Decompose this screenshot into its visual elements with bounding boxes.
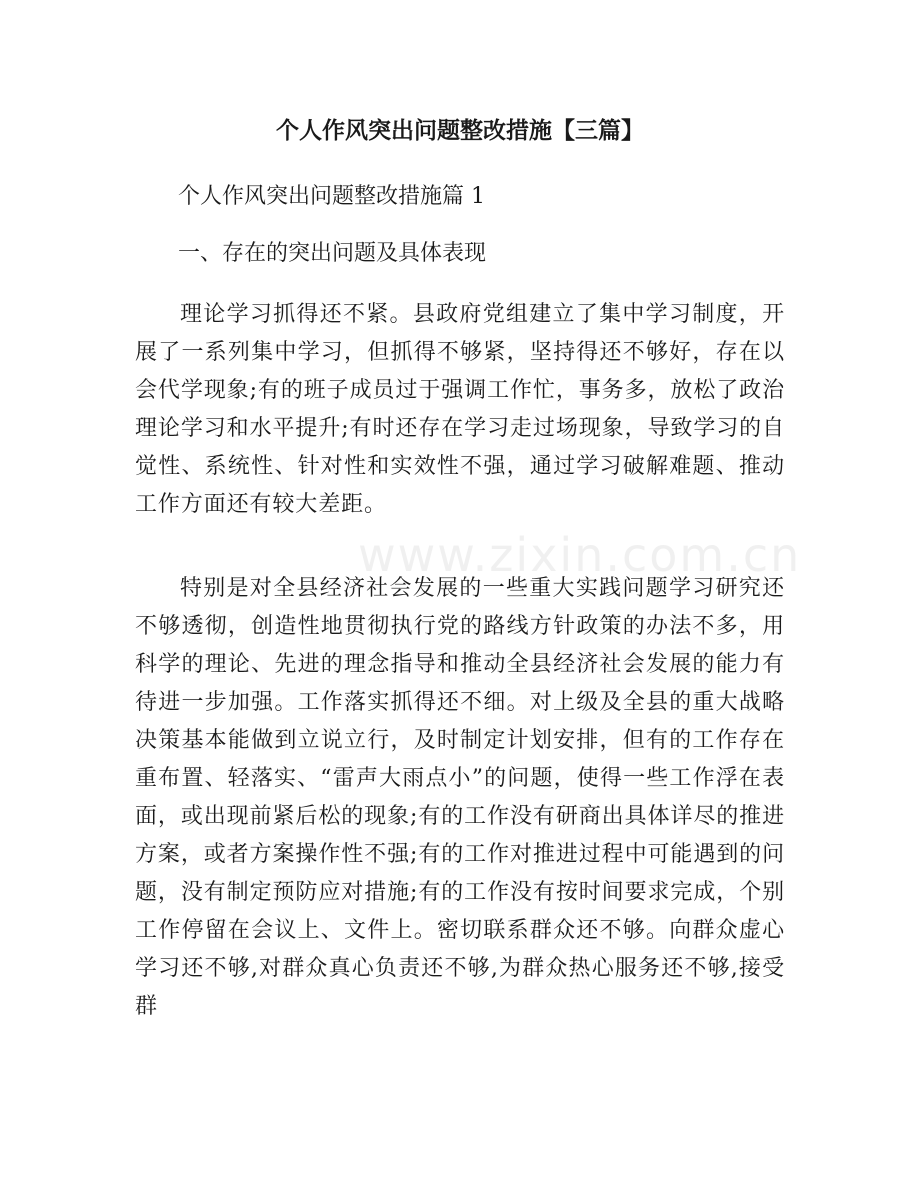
paragraph-1: 理论学习抓得还不紧。县政府党组建立了集中学习制度，开展了一系列集中学习，但抓得不够紧，坚持得还不够好，存在以会代学现象;有的班子成员过于强调工作忙，事务多，放松了政治理论学习和水平提升;有时还存在学习走过场现象，导致学习的自觉性、系统性、针对性和实效性不强，通过学习破解难题、推动工作方面还有较大差距。	[135, 302, 785, 517]
subheading: 一、存在的突出问题及具体表现	[178, 241, 487, 266]
paragraph-2: 特别是对全县经济社会发展的一些重大实践问题学习研究还不够透彻，创造性地贯彻执行党的路线方针政策的办法不多，用科学的理论、先进的理念指导和推动全县经济社会发展的能力有待进一步加强。工作落实抓得还不细。对上级及全县的重大战略决策基本能做到立说立行，及时制定计划安排，但有的工作存在重布置、轻落实、“雷声大雨点小”的问题，使得一些工作浮在表面，或出现前紧后松的现象;有的工作没有研商出具体详尽的推进方案，或者方案操作性不强;有的工作对推进过程中可能遇到的问题，没有制定预防应对措施;有的工作没有按时间要求完成，个别工作停留在会议上、文件上。密切联系群众还不够。向群众虚心学习还不够,对群众真心负责还不够,为群众热心服务还不够,接受群	[135, 576, 785, 1019]
section-heading: 个人作风突出问题整改措施篇 1	[178, 184, 485, 209]
watermark: www.zixin.com.cn	[358, 528, 802, 582]
document-title: 个人作风突出问题整改措施【三篇】	[276, 118, 644, 144]
